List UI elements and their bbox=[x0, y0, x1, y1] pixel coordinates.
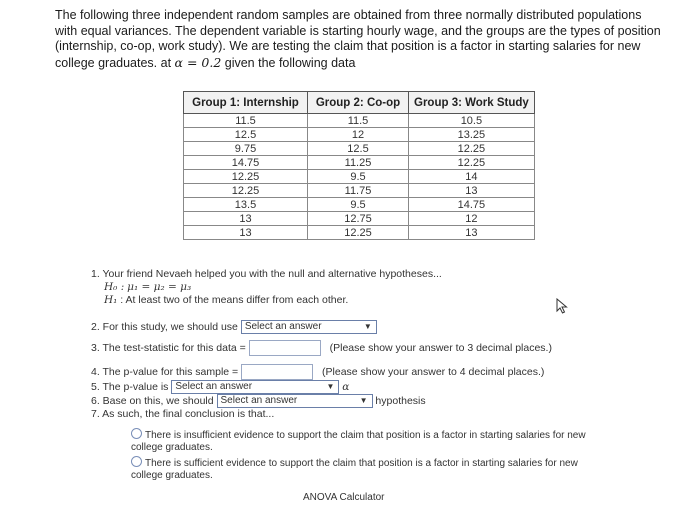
table-cell: 11.75 bbox=[308, 184, 409, 198]
question-4 bbox=[91, 364, 544, 380]
question-1: 1. Your friend Nevaeh helped you with the null and alternative hypotheses... bbox=[91, 268, 442, 280]
table-cell: 14.75 bbox=[409, 198, 535, 212]
table-cell: 9.75 bbox=[184, 142, 308, 156]
p-value-comparison-select[interactable] bbox=[171, 380, 339, 394]
table-cell: 12.25 bbox=[184, 170, 308, 184]
table-cell: 12.75 bbox=[308, 212, 409, 226]
table-row bbox=[184, 226, 535, 240]
table-cell: 12 bbox=[308, 128, 409, 142]
test-statistic-input[interactable] bbox=[249, 340, 321, 356]
table-cell: 13.5 bbox=[184, 198, 308, 212]
question-5 bbox=[91, 380, 349, 394]
table-row bbox=[184, 184, 535, 198]
alpha-expression: α = 0.2 bbox=[174, 54, 222, 70]
table-cell: 13 bbox=[409, 184, 535, 198]
chevron-down-icon: ▼ bbox=[359, 396, 368, 405]
test-type-select[interactable] bbox=[241, 320, 377, 334]
data-table bbox=[183, 91, 535, 240]
radio-button[interactable] bbox=[131, 456, 142, 467]
h0-label: H₀ : bbox=[104, 281, 125, 293]
p-value-comparison-select-value: Select an answer bbox=[175, 381, 253, 392]
question-3 bbox=[91, 340, 552, 356]
conclusion-option-insufficient[interactable] bbox=[131, 428, 601, 454]
h0-expression: μ₁ = μ₂ = μ₃ bbox=[127, 281, 192, 293]
question-6 bbox=[91, 394, 426, 408]
radio-button[interactable] bbox=[131, 428, 142, 439]
table-cell: 9.5 bbox=[308, 198, 409, 212]
chevron-down-icon: ▼ bbox=[363, 322, 372, 331]
table-row bbox=[184, 212, 535, 226]
question-3-text: 3. The test-statistic for this data = bbox=[91, 341, 246, 354]
test-type-select-value: Select an answer bbox=[244, 321, 322, 332]
h1-label: H₁ bbox=[104, 294, 118, 306]
table-cell: 12.5 bbox=[308, 142, 409, 156]
question-2 bbox=[91, 320, 377, 334]
table-cell: 12.25 bbox=[184, 184, 308, 198]
table-row bbox=[184, 156, 535, 170]
table-row bbox=[184, 198, 535, 212]
table-cell: 13 bbox=[409, 226, 535, 240]
alternative-hypothesis bbox=[104, 294, 348, 306]
table-cell: 9.5 bbox=[308, 170, 409, 184]
table-row bbox=[184, 114, 535, 128]
table-row bbox=[184, 128, 535, 142]
null-hypothesis bbox=[104, 281, 191, 293]
question-2-text: 2. For this study, we should use bbox=[91, 320, 238, 333]
hypothesis-word: hypothesis bbox=[375, 394, 426, 407]
table-cell: 13.25 bbox=[409, 128, 535, 142]
table-cell: 12.25 bbox=[409, 142, 535, 156]
column-header: Group 3: Work Study bbox=[409, 92, 535, 114]
table-cell: 10.5 bbox=[409, 114, 535, 128]
table-row bbox=[184, 170, 535, 184]
h1-text: : At least two of the means differ from each other. bbox=[117, 294, 349, 306]
question-7: 7. As such, the final conclusion is that... bbox=[91, 408, 275, 420]
table-cell: 13 bbox=[184, 226, 308, 240]
table-cell: 12 bbox=[409, 212, 535, 226]
hypothesis-decision-select[interactable] bbox=[217, 394, 373, 408]
p-value-input[interactable] bbox=[241, 364, 313, 380]
question-3-hint: (Please show your answer to 3 decimal places.) bbox=[329, 341, 552, 354]
table-cell: 14.75 bbox=[184, 156, 308, 170]
table-header-row bbox=[184, 92, 535, 114]
question-4-text: 4. The p-value for this sample = bbox=[91, 365, 239, 378]
table-cell: 11.5 bbox=[308, 114, 409, 128]
table-cell: 12.25 bbox=[308, 226, 409, 240]
question-4-hint: (Please show your answer to 4 decimal places.) bbox=[322, 365, 545, 378]
intro-text: The following three independent random samples are obtained from three normally distributed populations with equal variances. The dependent variable is starting hourly wage, and the groups are the types of position (internship, co-op, work study). We are testing the claim that position is a factor in starting salaries for new college graduates. at bbox=[55, 8, 661, 70]
table-cell: 11.5 bbox=[184, 114, 308, 128]
table-cell: 12.25 bbox=[409, 156, 535, 170]
option-label: There is insufficient evidence to support the claim that position is a factor in starting salaries for new college graduates. bbox=[131, 430, 586, 453]
mouse-pointer-icon bbox=[556, 298, 568, 314]
question-5-text: 5. The p-value is bbox=[91, 380, 169, 393]
hypothesis-decision-select-value: Select an answer bbox=[220, 395, 298, 406]
intro-text-end: given the following data bbox=[221, 55, 356, 70]
column-header: Group 2: Co-op bbox=[308, 92, 409, 114]
table-row bbox=[184, 142, 535, 156]
table-cell: 14 bbox=[409, 170, 535, 184]
table-cell: 13 bbox=[184, 212, 308, 226]
table-cell: 11.25 bbox=[308, 156, 409, 170]
problem-intro bbox=[55, 8, 665, 71]
anova-calculator-link[interactable]: ANOVA Calculator bbox=[303, 492, 385, 503]
column-header: Group 1: Internship bbox=[184, 92, 308, 114]
option-label: There is sufficient evidence to support the claim that position is a factor in starting salaries for new college graduates. bbox=[131, 458, 578, 481]
question-6-text: 6. Base on this, we should bbox=[91, 394, 214, 407]
conclusion-option-sufficient[interactable] bbox=[131, 456, 611, 482]
table-cell: 12.5 bbox=[184, 128, 308, 142]
chevron-down-icon: ▼ bbox=[326, 382, 335, 391]
alpha-symbol: α bbox=[342, 380, 350, 393]
